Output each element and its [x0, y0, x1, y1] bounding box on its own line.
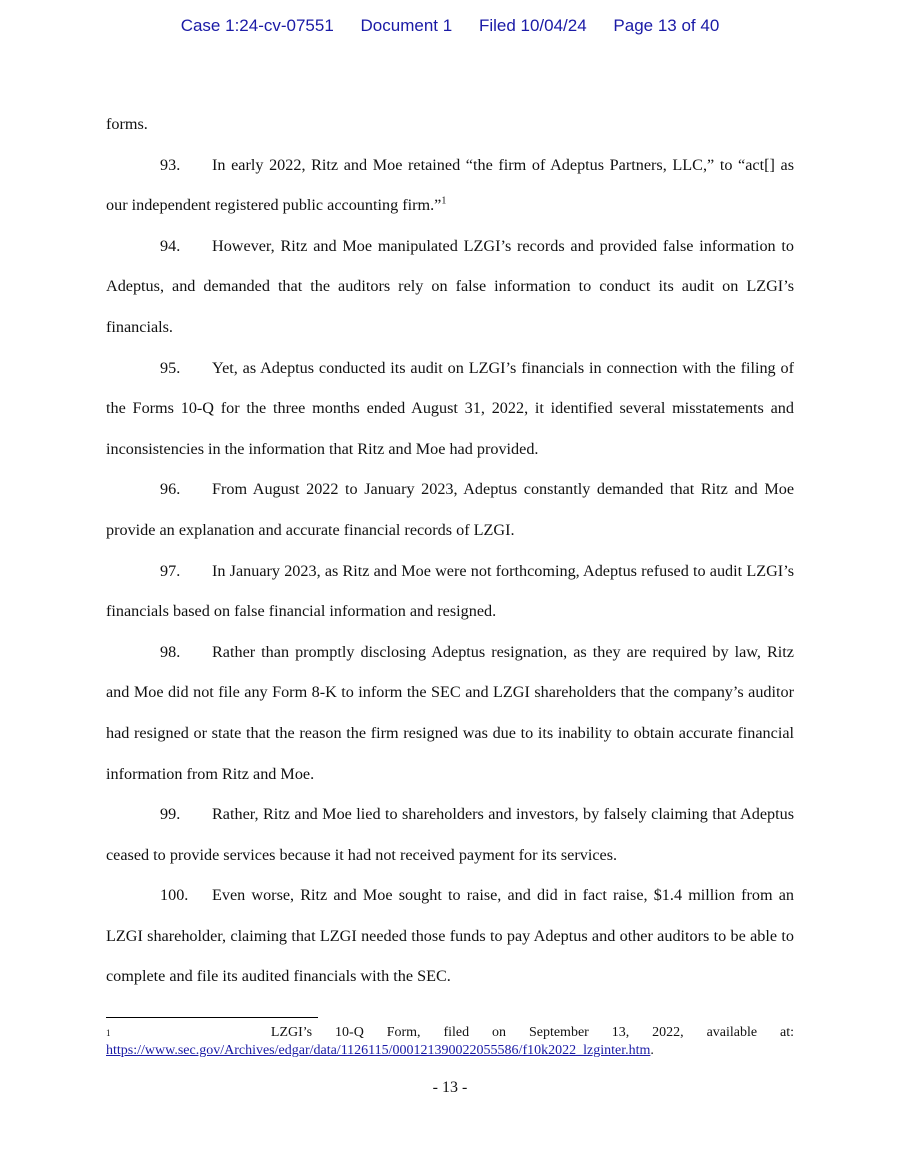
footnote-line-1 — [106, 1024, 794, 1042]
paragraph-93 — [106, 145, 794, 226]
paragraph-number: 100. — [160, 886, 189, 905]
footnote-1 — [106, 1024, 794, 1060]
paragraph-number: 97. — [160, 561, 181, 580]
footnote-link-suffix: . — [650, 1043, 654, 1058]
page-number: - 13 - — [432, 1079, 468, 1096]
paragraph-text: In early 2022, Ritz and Moe retained “the firm of Adeptus Partners, LLC,” to “act[] as our independent registered public accounting firm.” — [106, 155, 794, 215]
paragraph-96 — [106, 469, 794, 550]
case-number: Case 1:24-cv-07551 — [180, 16, 334, 35]
footnote-link[interactable]: https://www.sec.gov/Archives/edgar/data/1126115/000121390022055586/f10k2022_lzginter.htm — [106, 1043, 651, 1058]
paragraph-97 — [106, 551, 794, 632]
paragraph-text: In January 2023, as Ritz and Moe were not forthcoming, Adeptus refused to audit LZGI’s financials based on false financial information and resigned. — [106, 561, 794, 621]
paragraph-text: From August 2022 to January 2023, Adeptus constantly demanded that Ritz and Moe provide an explanation and accurate financial records of LZGI. — [106, 480, 794, 539]
paragraph-number: 99. — [160, 805, 181, 824]
paragraph-text: Rather, Ritz and Moe lied to shareholders and investors, by falsely claiming that Adeptus ceased to provide services because it had not received payment for its services. — [106, 805, 794, 864]
paragraph-text: Even worse, Ritz and Moe sought to raise, and did in fact raise, $1.4 million from an LZGI shareholder, claiming that LZGI needed those funds to pay Adeptus and other auditors to be able to complete and file its audited financials with the SEC. — [106, 886, 794, 986]
paragraph-number: 95. — [160, 358, 181, 377]
filed-date: Filed 10/04/24 — [478, 16, 587, 35]
paragraph-94 — [106, 226, 794, 348]
paragraph-number: 98. — [160, 642, 181, 661]
page-indicator: Page 13 of 40 — [613, 16, 720, 35]
paragraph-95 — [106, 348, 794, 470]
footnote-marker: 1 — [106, 1028, 111, 1038]
footnote-separator — [106, 1017, 318, 1018]
paragraph-text: Rather than promptly disclosing Adeptus resignation, as they are required by law, Ritz and Moe did not file any Form 8-K to inform the SEC and LZGI shareholders that the company’s auditor had resigned or state that the reason the firm resigned was due to its inability to obtain accurate financial information from Ritz and Moe. — [106, 642, 794, 783]
paragraph-number: 96. — [160, 480, 181, 499]
paragraph-100 — [106, 875, 794, 997]
footnote-text: LZGI’s 10-Q Form, filed on September 13, 2022, available at: — [270, 1025, 794, 1040]
continuation-text: forms. — [106, 115, 148, 133]
footnote-reference[interactable]: 1 — [441, 195, 447, 207]
paragraph-99 — [106, 794, 794, 875]
paragraph-number: 94. — [160, 236, 181, 255]
document-body — [106, 104, 794, 997]
paragraph-text: However, Ritz and Moe manipulated LZGI’s records and provided false information to Adeptus, and demanded that the auditors rely on false information to conduct its audit on LZGI’s financials. — [106, 236, 794, 336]
paragraph-98 — [106, 632, 794, 794]
paragraph-number: 93. — [160, 155, 181, 174]
footnote-line-2 — [106, 1042, 794, 1060]
paragraph-text: Yet, as Adeptus conducted its audit on LZGI’s financials in connection with the filing of the Forms 10-Q for the three months ended August 31, 2022, it identified several misstatements and inconsistencies in the information that Ritz and Moe had provided. — [106, 358, 794, 458]
document-number: Document 1 — [360, 16, 453, 35]
ecf-header — [0, 16, 900, 36]
